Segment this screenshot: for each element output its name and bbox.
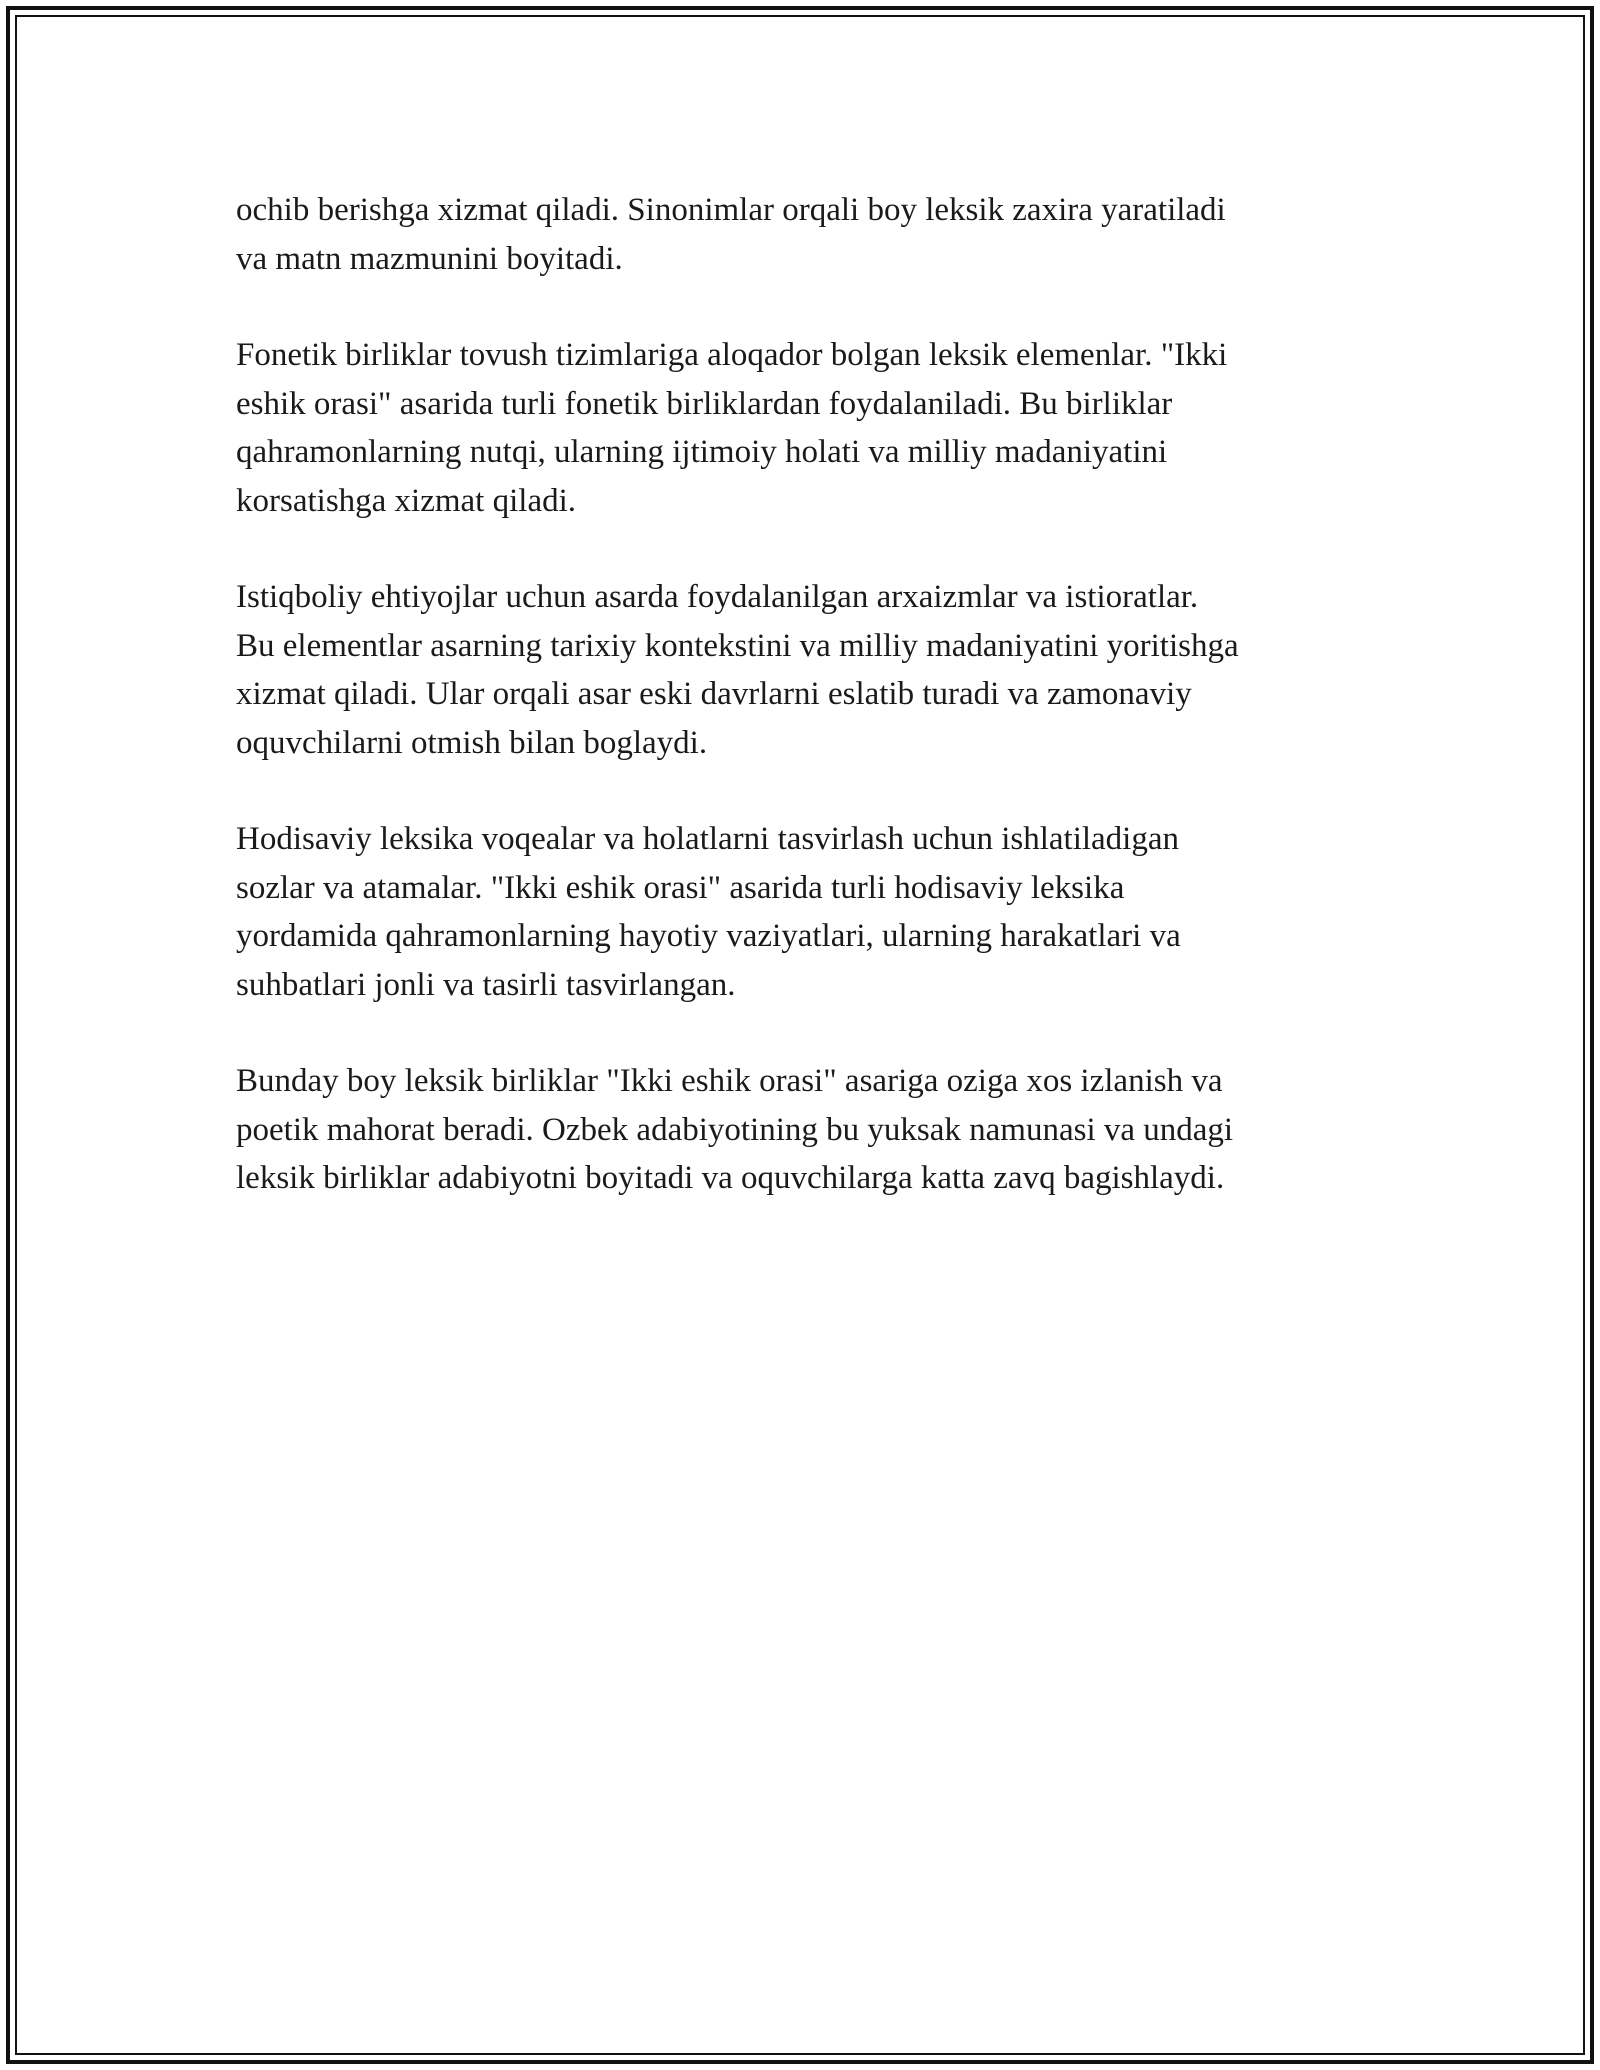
paragraph-archaisms: Istiqboliy ehtiyojlar uchun asarda foydalanilgan arxaizmlar va istioratlar. Bu elementlar asarning tarixiy kontekstini va milliy madaniyatini yoritishga xizmat qiladi. Ular orqali asar eski davrlarni eslatib turadi va zamonaviy oquvchilarni otmish bilan boglaydi. <box>236 579 1239 761</box>
paragraph-conclusion: Bunday boy leksik birliklar "Ikki eshik orasi" asariga oziga xos izlanish va poetik mahorat beradi. Ozbek adabiyotining bu yuksak namunasi va undagi leksik birliklar adabiyotni boyitadi va oquvchilarga katta zavq bagishlaydi. <box>236 1063 1234 1196</box>
paragraph-event-lexicon: Hodisaviy leksika voqealar va holatlarni tasvirlash uchun ishlatiladigan sozlar va atamalar. "Ikki eshik orasi" asarida turli hodisaviy leksika yordamida qahramonlarning hayotiy vaziyatlari, ularning harakatlari va suhbatlari jonli va tasirli tasvirlangan. <box>236 821 1181 1003</box>
document-body <box>236 186 1356 1251</box>
paragraph-phonetic-units: Fonetik birliklar tovush tizimlariga aloqador bolgan leksik elemenlar. "Ikki eshik orasi" asarida turli fonetik birliklardan foydalaniladi. Bu birliklar qahramonlarning nutqi, ularning ijtimoiy holati va milliy madaniyatini korsatishga xizmat qiladi. <box>236 337 1228 519</box>
paragraph-synonyms: ochib berishga xizmat qiladi. Sinonimlar orqali boy leksik zaxira yaratiladi va matn mazmunini boyitadi. <box>236 192 1226 277</box>
